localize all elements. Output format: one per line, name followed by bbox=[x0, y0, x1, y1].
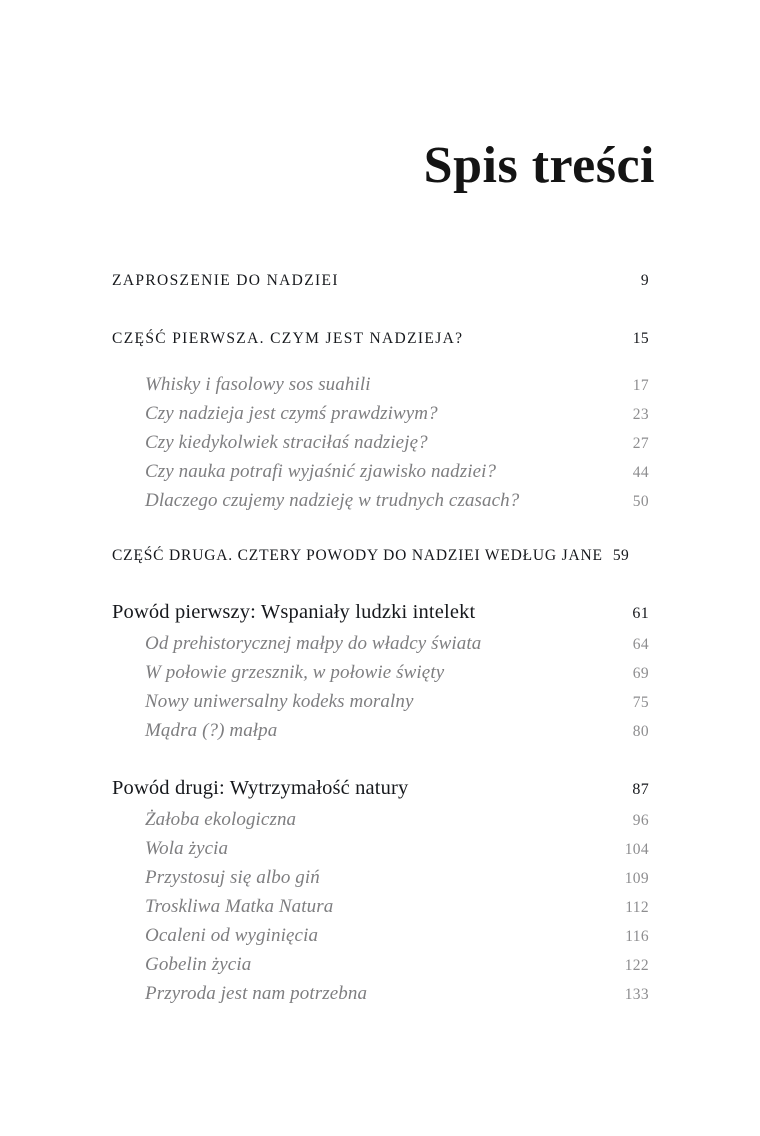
toc-entry-part[interactable] bbox=[112, 330, 649, 360]
toc-list bbox=[112, 272, 649, 1012]
toc-entry-page: 9 bbox=[640, 272, 649, 289]
toc-subentry-page: 104 bbox=[624, 841, 649, 858]
toc-subentry-page: 109 bbox=[624, 870, 649, 887]
toc-entry-page: 15 bbox=[632, 330, 649, 347]
toc-subentry-label: Przyroda jest nam potrzebna bbox=[145, 983, 368, 1004]
toc-block-reason-two bbox=[112, 777, 649, 1012]
toc-subentry[interactable] bbox=[112, 838, 649, 867]
toc-subentry-page: 122 bbox=[624, 957, 649, 974]
toc-subentry[interactable] bbox=[112, 633, 649, 662]
toc-subentry-page: 27 bbox=[632, 435, 649, 452]
toc-entry-page: 61 bbox=[632, 605, 649, 622]
toc-subentry[interactable] bbox=[112, 490, 649, 519]
toc-entry-label: ZAPROSZENIE DO NADZIEI bbox=[112, 272, 339, 289]
toc-subentry[interactable] bbox=[112, 867, 649, 896]
toc-subentry-label: Nowy uniwersalny kodeks moralny bbox=[145, 691, 414, 712]
toc-entry-part[interactable] bbox=[112, 272, 649, 302]
toc-block-invitation bbox=[112, 272, 649, 302]
toc-subentry-label: Czy kiedykolwiek straciłaś nadzieję? bbox=[145, 432, 428, 453]
toc-subentry[interactable] bbox=[112, 954, 649, 983]
toc-subentry-page: 112 bbox=[625, 899, 649, 916]
toc-subentry[interactable] bbox=[112, 896, 649, 925]
spacer bbox=[112, 302, 649, 330]
toc-subentry-label: Wola życia bbox=[145, 838, 229, 859]
toc-subentry-label: Ocaleni od wyginięcia bbox=[145, 925, 319, 946]
toc-subentry-label: Przystosuj się albo giń bbox=[145, 867, 320, 888]
page-title: Spis treści bbox=[423, 137, 655, 194]
toc-subentry[interactable] bbox=[112, 809, 649, 838]
toc-subentry[interactable] bbox=[112, 691, 649, 720]
toc-subentry[interactable] bbox=[112, 983, 649, 1012]
toc-subentry-label: Gobelin życia bbox=[145, 954, 252, 975]
toc-subentry-page: 50 bbox=[632, 493, 649, 510]
toc-subentry[interactable] bbox=[112, 403, 649, 432]
toc-entry-label: CZĘŚĆ PIERWSZA. CZYM JEST NADZIEJA? bbox=[112, 330, 464, 347]
toc-entry-chapter[interactable] bbox=[112, 601, 649, 633]
toc-subentry-page: 23 bbox=[632, 406, 649, 423]
toc-entry-label: Powód drugi: Wytrzymałość natury bbox=[112, 777, 409, 799]
toc-subentry-label: Whisky i fasolowy sos suahili bbox=[145, 374, 371, 395]
toc-entry-label: CZĘŚĆ DRUGA. CZTERY POWODY DO NADZIEI WEDŁUG JANE bbox=[112, 547, 603, 564]
toc-subentry-label: Dlaczego czujemy nadzieję w trudnych czasach? bbox=[145, 490, 520, 511]
toc-subentry-label: W połowie grzesznik, w połowie święty bbox=[145, 662, 445, 683]
toc-subentry-label: Żałoba ekologiczna bbox=[145, 809, 297, 830]
spacer bbox=[112, 577, 649, 601]
toc-block-part-one bbox=[112, 330, 649, 519]
toc-subentry-label: Czy nauka potrafi wyjaśnić zjawisko nadziei? bbox=[145, 461, 497, 482]
toc-subentry-page: 44 bbox=[632, 464, 649, 481]
toc-block-part-two bbox=[112, 547, 649, 577]
toc-subentry[interactable] bbox=[112, 432, 649, 461]
toc-entry-part[interactable] bbox=[112, 547, 649, 577]
toc-entry-label: Powód pierwszy: Wspaniały ludzki intelekt bbox=[112, 601, 476, 623]
toc-subentry-page: 75 bbox=[632, 694, 649, 711]
spacer bbox=[112, 360, 649, 374]
toc-subentry-label: Troskliwa Matka Natura bbox=[145, 896, 334, 917]
spacer bbox=[112, 749, 649, 777]
toc-entry-page: 87 bbox=[632, 781, 649, 798]
toc-subentry-page: 96 bbox=[632, 812, 649, 829]
toc-subentry-page: 133 bbox=[624, 986, 649, 1003]
toc-subentry-page: 69 bbox=[632, 665, 649, 682]
toc-subentry-label: Mądra (?) małpa bbox=[145, 720, 278, 741]
toc-subentry-page: 17 bbox=[632, 377, 649, 394]
toc-entry-chapter[interactable] bbox=[112, 777, 649, 809]
toc-subentry-label: Od prehistorycznej małpy do władcy świata bbox=[145, 633, 482, 654]
toc-subentry[interactable] bbox=[112, 374, 649, 403]
toc-subentry-label: Czy nadzieja jest czymś prawdziwym? bbox=[145, 403, 438, 424]
toc-entry-page: 59 bbox=[612, 547, 630, 564]
spacer bbox=[112, 519, 649, 547]
toc-subentry[interactable] bbox=[112, 925, 649, 954]
toc-subentry[interactable] bbox=[112, 461, 649, 490]
toc-subentry-page: 80 bbox=[632, 723, 649, 740]
toc-subentry[interactable] bbox=[112, 720, 649, 749]
toc-subentry[interactable] bbox=[112, 662, 649, 691]
toc-subentry-page: 116 bbox=[625, 928, 649, 945]
toc-block-reason-one bbox=[112, 601, 649, 749]
toc-subentry-page: 64 bbox=[632, 636, 649, 653]
